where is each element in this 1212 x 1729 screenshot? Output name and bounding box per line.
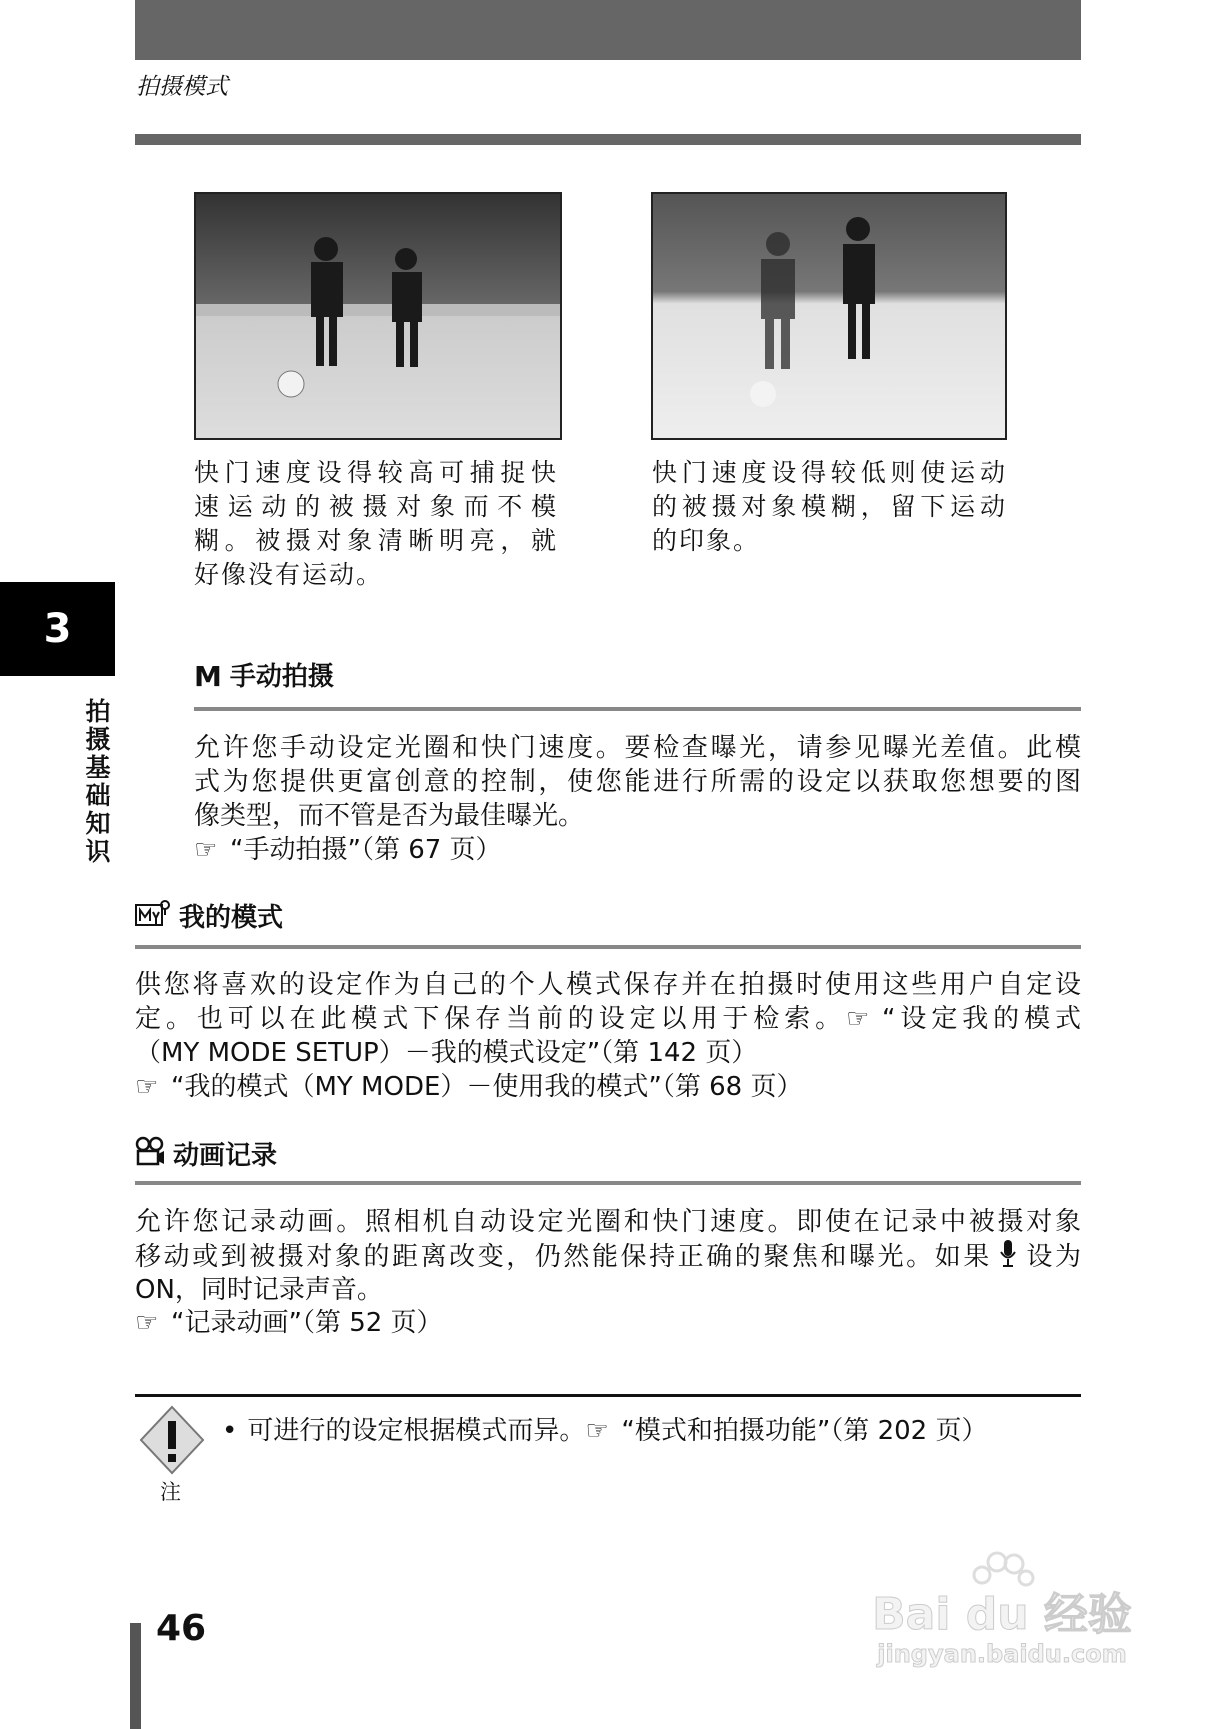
manual-text: 允许您手动设定光圈和快门速度。要检查曝光，请参见曝光差值。此模 [194, 733, 1081, 763]
caution-icon [139, 1405, 205, 1479]
reference-hand-icon: ☞ [194, 835, 218, 865]
mymode-text: 供您将喜欢的设定作为自己的个人模式保存并在拍摄时使用这些用户自定设 [135, 970, 1081, 1000]
note-text: • 可进行的设定根据模式而异。☞ “模式和拍摄功能”（第 202 页） [222, 1416, 988, 1446]
header-bar [135, 0, 1081, 60]
movie-heading [135, 1136, 277, 1175]
mymode-setup-link[interactable]: （MY MODE SETUP）－我的模式设定”（第 142 页） [135, 1038, 758, 1068]
chapter-title: 拍摄基础知识 [82, 698, 111, 866]
manual-heading [194, 660, 334, 694]
reference-hand-icon: ☞ [135, 1072, 159, 1102]
fast-shutter-photo [194, 192, 562, 440]
section-title: 拍摄模式 [136, 74, 228, 100]
manual-reference-link[interactable]: ☞ “手动拍摄”（第 67 页） [194, 835, 502, 865]
manual-text: 式为您提供更富创意的控制，使您能进行所需的设定以获取您想要的图 [194, 767, 1081, 797]
mymode-setup-link[interactable]: “设定我的模式 [882, 1004, 1081, 1034]
manual-mode-icon: M [194, 660, 222, 693]
baidu-watermark: Bai du 经验 jingyan.baidu.com [862, 1550, 1142, 1668]
chapter-number: 3 [43, 606, 72, 652]
page-number: 46 [156, 1608, 207, 1649]
manual-rule [194, 707, 1081, 711]
note-label: 注 [160, 1480, 181, 1504]
chapter-tab[interactable] [0, 582, 115, 676]
slow-shutter-photo [651, 192, 1007, 440]
note-reference-link[interactable]: “模式和拍摄功能”（第 202 页） [621, 1416, 988, 1446]
movie-text: ON，同时记录声音。 [135, 1275, 383, 1305]
movie-title: 动画记录 [173, 1140, 278, 1171]
movie-rule [135, 1181, 1081, 1185]
mymode-heading [135, 899, 283, 936]
microphone-icon [1000, 1239, 1016, 1276]
movie-text: 允许您记录动画。照相机自动设定光圈和快门速度。即使在记录中被摄对象 [135, 1207, 1081, 1237]
paw-icon [962, 1550, 1042, 1590]
movie-camera-icon [135, 1136, 165, 1175]
movie-text: 移动或到被摄对象的距离改变，仍然能保持正确的聚焦和曝光。如果 设为 [135, 1239, 1081, 1276]
movie-reference-link[interactable]: ☞ “记录动画”（第 52 页） [135, 1308, 443, 1338]
mymode-text: 定。也可以在此模式下保存当前的设定以用于检索。☞ “设定我的模式 [135, 1004, 1081, 1034]
page-number-bar [130, 1623, 141, 1729]
mymode-title: 我的模式 [179, 902, 284, 933]
header-rule [135, 134, 1081, 145]
reference-hand-icon: ☞ [585, 1416, 609, 1446]
reference-hand-icon: ☞ [846, 1004, 870, 1034]
reference-hand-icon: ☞ [135, 1308, 159, 1338]
manual-title: 手动拍摄 [229, 662, 334, 692]
note-rule [135, 1394, 1081, 1397]
manual-text: 像类型，而不管是否为最佳曝光。 [194, 801, 585, 831]
mymode-icon [135, 899, 171, 936]
mymode-reference-link[interactable]: ☞ “我的模式（MY MODE）－使用我的模式”（第 68 页） [135, 1072, 803, 1102]
mymode-rule [135, 945, 1081, 949]
